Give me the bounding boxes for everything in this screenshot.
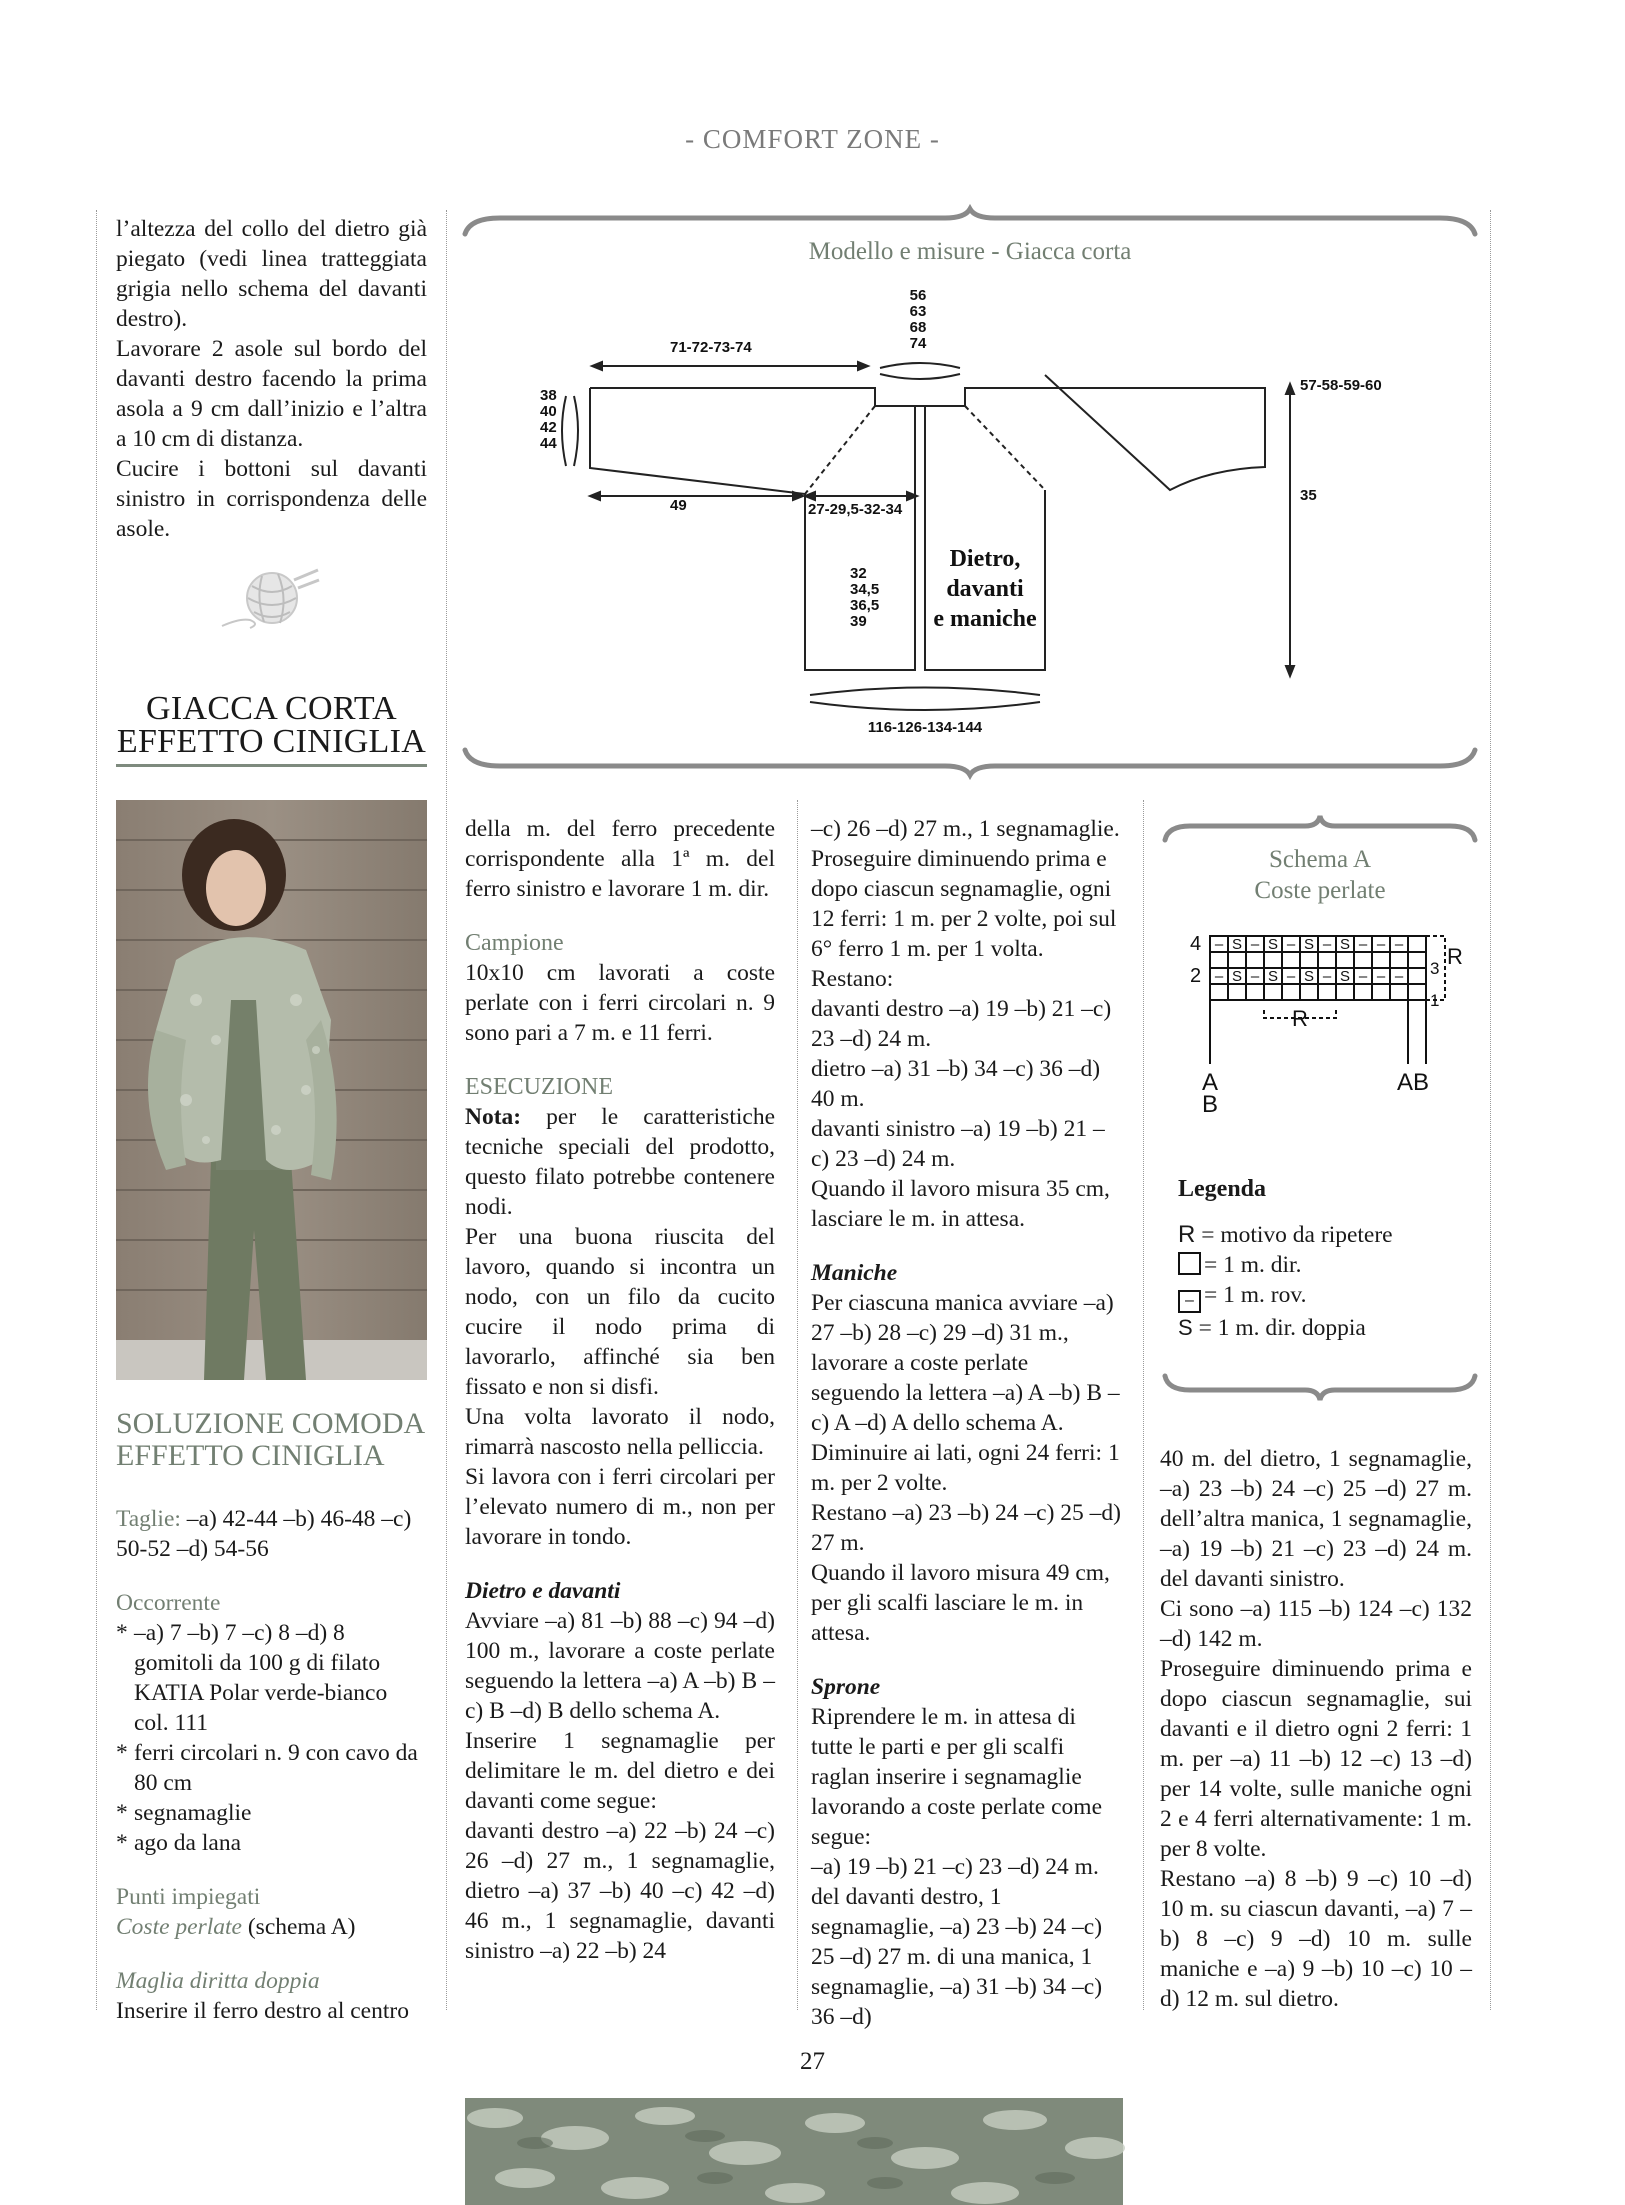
paragraph: Per ciascuna manica avviare –a) 27 –b) 28 –c) 29 –d) 31 m., lavorare a coste perlate seguendo la lettera –a) A –b) B –c) A –d) A dello schema A. (811, 1290, 1120, 1436)
purl-symbol: – (1178, 1290, 1201, 1313)
svg-text:–: – (1394, 968, 1404, 985)
svg-text:S: S (1339, 936, 1351, 953)
front-width: 27-29,5-32-34 (808, 501, 903, 518)
legend-text: = motivo da ripetere (1201, 1222, 1393, 1248)
paragraph: Si lavora con i ferri circolari per l’elevato numero di m., non per lavorare in tondo. (465, 1464, 775, 1550)
col3-text (811, 814, 1121, 2032)
taglie-value: –a) 42-44 –b) 46-48 –c) 50-52 –d) 54-56 (116, 1506, 412, 1562)
paragraph: Riprendere le m. in attesa di tutte le parti e per gli scalfi raglan inserire i segnamaglie lavorando a coste perlate come segue: (811, 1704, 1102, 1850)
repeat-label: R (1292, 1006, 1308, 1031)
paragraph: 40 m. del dietro, 1 segnamaglie, –a) 23 –b) 24 –c) 25 –d) 27 m. dell’altra manica, 1 segnamaglie, –a) 19 –b) 21 –c) 23 –d) 24 m. del davanti sinistro. (1160, 1446, 1472, 1592)
paragraph: Diminuire ai lati, ogni 24 ferri: 1 m. per 2 volte. (811, 1440, 1120, 1496)
sleeve-height: 38 (540, 387, 557, 404)
svg-text:S: S (1303, 968, 1315, 985)
column-rule (96, 210, 97, 2010)
legend-item (1178, 1280, 1478, 1313)
paragraph: Ci sono –a) 115 –b) 124 –c) 132 –d) 142 m. (1160, 1596, 1472, 1652)
coste-perlate: Coste perlate (116, 1914, 242, 1940)
paragraph: –c) 26 –d) 27 m., 1 segnamaglie. (811, 816, 1120, 842)
paragraph: Restano –a) 23 –b) 24 –c) 25 –d) 27 m. (811, 1500, 1121, 1556)
letter-b: B (1202, 1091, 1219, 1118)
sleeve-height: 44 (540, 435, 557, 452)
svg-text:–: – (1394, 936, 1404, 953)
dietro-label: Dietro e davanti (465, 1578, 621, 1604)
subtitle-line: SOLUZIONE COMODA (116, 1407, 426, 1440)
svg-text:–: – (1376, 968, 1386, 985)
punti-label: Punti impiegati (116, 1884, 261, 1910)
legend (1178, 1174, 1478, 1343)
col2-text (465, 814, 775, 1966)
svg-text:S: S (1339, 968, 1351, 985)
svg-text:–: – (1322, 968, 1332, 985)
paragraph: Restano –a) 8 –b) 9 –c) 10 –d) 10 m. su ciascun davanti, –a) 7 –b) 8 –c) 9 –d) 10 m. sulle maniche e –a) 9 –b) 10 –c) 10 –d) 12 m. sul dietro. (1160, 1866, 1472, 2012)
col4-text (1160, 1444, 1472, 2014)
schema-bottom-brace (1160, 1374, 1480, 1404)
neck-size: 56 (909, 287, 927, 304)
svg-text:–: – (1214, 968, 1224, 985)
column-rule (1143, 800, 1144, 2010)
repeat-label: R (1447, 944, 1463, 969)
paragraph: Per una buona riuscita del lavoro, quando si incontra un nodo, con un filo da cucito cucire il nodo prima di lavorarlo, affinché sia ben fissato e non si disfi. (465, 1224, 775, 1400)
title-rule (116, 764, 427, 767)
list-item: * segnamaglie (116, 1798, 427, 1828)
letter-a: A (1202, 1069, 1219, 1096)
knit-symbol (1178, 1252, 1201, 1275)
legend-item (1178, 1313, 1478, 1343)
sleeve-top-size: 71-72-73-74 (670, 339, 752, 356)
column-rule (1490, 210, 1491, 2010)
list-item: * ferri circolari n. 9 con cavo da 80 cm (116, 1738, 427, 1798)
esecuzione-label: ESECUZIONE (465, 1074, 613, 1100)
paragraph: davanti destro –a) 19 –b) 21 –c) 23 –d) 24 m. (811, 996, 1112, 1052)
bottom-width: 116-126-134-144 (867, 719, 983, 736)
svg-text:–: – (1250, 968, 1260, 985)
front-height: 36,5 (850, 597, 880, 614)
sleeve-length: 49 (670, 497, 687, 514)
subtitle-line: EFFETTO CINIGLIA (116, 1439, 385, 1472)
schema-top-brace (1160, 812, 1480, 842)
paragraph: Restano: (811, 966, 894, 992)
figure-top-brace (460, 206, 1480, 236)
paragraph: Proseguire diminuendo prima e dopo ciascun segnamaglie, sui davanti e il dietro ogni 2 ferri: 1 m. per –a) 11 –b) 12 –c) 13 –d) per 14 volte, sulle maniche ogni 2 e 4 ferri alternativamente: 1 m. per 8 volte. (1160, 1656, 1472, 1862)
column-rule (797, 800, 798, 2010)
legend-text: = 1 m. rov. (1204, 1282, 1307, 1308)
neck-size: 63 (909, 303, 927, 320)
letter-ab: AB (1397, 1069, 1430, 1096)
col1-paragraph: l’altezza del collo del dietro già piegato (vedi linea tratteggiata grigia nello schema del davanti destro). (116, 216, 427, 332)
schema-title (1160, 844, 1480, 906)
schematic-label: e maniche (933, 606, 1037, 632)
svg-text:–: – (1358, 968, 1368, 985)
subtitle (116, 1408, 427, 1472)
maglia-label: Maglia diritta doppia (116, 1968, 320, 1994)
taglie-label: Taglie: (116, 1506, 181, 1532)
svg-text:–: – (1250, 936, 1260, 953)
occorrente-list (116, 1618, 427, 1858)
legend-item (1178, 1250, 1478, 1280)
neck-size: 68 (909, 319, 927, 336)
svg-text:–: – (1286, 968, 1296, 985)
svg-text:S: S (1267, 968, 1279, 985)
front-height: 32 (850, 565, 867, 582)
model-photo (116, 800, 427, 1380)
schematic-label: Dietro, (949, 546, 1021, 572)
sprone-label: Sprone (811, 1674, 881, 1700)
legend-symbol: R (1178, 1221, 1196, 1248)
article-title (116, 692, 427, 758)
figure-bottom-brace (460, 748, 1480, 778)
row-label: 3 (1430, 959, 1440, 978)
occorrente-label: Occorrente (116, 1590, 221, 1616)
maniche-label: Maniche (811, 1260, 898, 1286)
campione-label: Campione (465, 930, 564, 956)
nota-text: per le caratteristiche tecniche speciali del prodotto, questo filato potrebbe contenere nodi. (465, 1104, 775, 1220)
paragraph: –a) 19 –b) 21 –c) 23 –d) 24 m. del davanti destro, 1 segnamaglie, –a) 23 –b) 24 –c) 25 –d) 27 m. di una manica, 1 segnamaglie, –a) 31 –b) 34 –c) 36 –d) (811, 1854, 1103, 2030)
col1-paragraph: Cucire i bottoni sul davanti sinistro in corrispondenza delle asole. (116, 456, 427, 542)
right-top-size: 57-58-59-60 (1300, 377, 1382, 394)
list-item: * –a) 7 –b) 7 –c) 8 –d) 8 gomitoli da 100 g di filato KATIA Polar verde-bianco col. 111 (116, 1618, 427, 1738)
title-line: GIACCA CORTA (145, 690, 398, 727)
legend-item (1178, 1220, 1478, 1250)
paragraph: Avviare –a) 81 –b) 88 –c) 94 –d) 100 m., lavorare a coste perlate seguendo la lettera –a) A –b) B –c) B –d) B dello schema A. (465, 1608, 775, 1724)
page-number: 27 (800, 2048, 825, 2075)
yarn-ball-icon (220, 568, 320, 632)
svg-text:–: – (1322, 936, 1332, 953)
col1-paragraph: Lavorare 2 asole sul bordo del davanti destro facendo la prima asola a 9 cm dall’inizio e l’altra a 10 cm di distanza. (116, 336, 427, 452)
maglia-text: Inserire il ferro destro al centro (116, 1998, 409, 2024)
nota-label: Nota: (465, 1104, 522, 1130)
legend-text: = 1 m. dir. (1204, 1252, 1302, 1278)
paragraph: 10x10 cm lavorati a coste perlate con i ferri circolari n. 9 sono pari a 7 m. e 11 ferri. (465, 960, 775, 1046)
front-height: 39 (850, 613, 867, 630)
column-rule (446, 210, 447, 2010)
sleeve-height: 40 (540, 403, 557, 420)
garment-schematic (520, 270, 1440, 740)
paragraph: Quando il lavoro misura 35 cm, lasciare le m. in attesa. (811, 1176, 1110, 1232)
body-height: 35 (1300, 487, 1317, 504)
schema-title-line: Coste perlate (1254, 877, 1386, 904)
figure-title: Modello e misure - Giacca corta (808, 238, 1132, 265)
paragraph: Quando il lavoro misura 49 cm, per gli scalfi lasciare le m. in attesa. (811, 1560, 1110, 1646)
legend-symbol: S (1178, 1315, 1193, 1340)
list-item: * ago da lana (116, 1828, 427, 1858)
paragraph: Proseguire diminuendo prima e dopo ciascun segnamaglie, ogni 12 ferri: 1 m. per 2 volte, poi sul 6° ferro 1 m. per 1 volta. (811, 846, 1117, 962)
svg-text:S: S (1231, 968, 1243, 985)
paragraph: davanti destro –a) 22 –b) 24 –c) 26 –d) 27 m., 1 segnamaglie, dietro –a) 37 –b) 40 –c) 42 –d) 46 m., 1 segnamaglie, davanti sinistro –a) 22 –b) 24 (465, 1818, 775, 1964)
svg-text:S: S (1231, 936, 1243, 953)
front-height: 34,5 (850, 581, 880, 598)
row-label: 4 (1190, 933, 1202, 955)
paragraph: Inserire 1 segnamaglie per delimitare le m. del dietro e dei davanti come segue: (465, 1728, 775, 1814)
svg-text:–: – (1376, 936, 1386, 953)
col1-top-text (116, 214, 427, 544)
legend-title: Legenda (1178, 1176, 1267, 1202)
row-label: 1 (1430, 991, 1440, 1010)
coste-perlate-ref: (schema A) (247, 1914, 356, 1940)
svg-text:S: S (1303, 936, 1315, 953)
sleeve-height: 42 (540, 419, 557, 436)
specs-block (116, 1504, 427, 2026)
paragraph: davanti sinistro –a) 19 –b) 21 –c) 23 –d) 24 m. (811, 1116, 1105, 1172)
row-label: 2 (1190, 965, 1202, 987)
legend-text: = 1 m. dir. doppia (1198, 1315, 1366, 1341)
paragraph: della m. del ferro precedente corrispondente alla 1ª m. del ferro sinistro e lavorare 1 m. dir. (465, 816, 775, 902)
svg-text:S: S (1267, 936, 1279, 953)
svg-text:–: – (1214, 936, 1224, 953)
title-line: EFFETTO CINIGLIA (116, 723, 427, 760)
paragraph: dietro –a) 31 –b) 34 –c) 36 –d) 40 m. (811, 1056, 1101, 1112)
schematic-label: davanti (946, 576, 1024, 602)
neck-size: 74 (909, 335, 927, 352)
schema-title-line: Schema A (1268, 846, 1372, 873)
running-header: - COMFORT ZONE - (685, 124, 940, 154)
stitch-chart (1185, 928, 1463, 1118)
svg-text:–: – (1358, 936, 1368, 953)
paragraph: Una volta lavorato il nodo, rimarrà nascosto nella pelliccia. (465, 1404, 775, 1460)
svg-text:–: – (1286, 936, 1296, 953)
fabric-texture-image (465, 2098, 1123, 2205)
